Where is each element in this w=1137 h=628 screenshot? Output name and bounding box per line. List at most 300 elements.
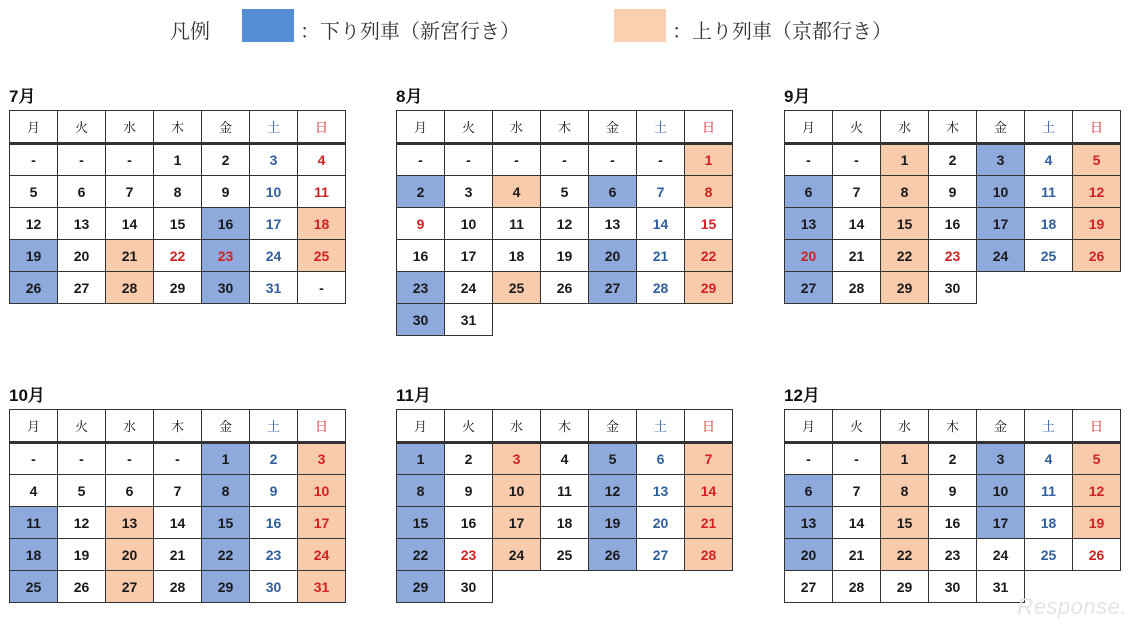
day-cell: 21 [833, 240, 881, 272]
empty-cell [589, 304, 637, 336]
weekday-header: 木 [541, 410, 589, 443]
empty-cell [977, 272, 1025, 304]
day-cell: 30 [929, 272, 977, 304]
day-cell: 5 [1073, 144, 1121, 176]
day-cell: 28 [833, 571, 881, 603]
day-cell: 29 [881, 571, 929, 603]
day-cell: 10 [298, 475, 346, 507]
day-cell: 13 [58, 208, 106, 240]
day-cell: 31 [977, 571, 1025, 603]
day-cell: 17 [298, 507, 346, 539]
day-cell: 6 [637, 443, 685, 475]
day-cell: 4 [493, 176, 541, 208]
empty-cell [1073, 272, 1121, 304]
day-cell: 10 [250, 176, 298, 208]
day-cell: 24 [977, 539, 1025, 571]
weekday-header: 金 [202, 111, 250, 144]
day-cell: - [541, 144, 589, 176]
weekday-header: 水 [106, 410, 154, 443]
weekday-header: 日 [685, 410, 733, 443]
day-cell: 27 [589, 272, 637, 304]
day-cell: 3 [298, 443, 346, 475]
day-cell: 11 [493, 208, 541, 240]
week-row [10, 507, 346, 539]
day-cell: 15 [154, 208, 202, 240]
legend-down-label: ：下り列車（新宮行き） [300, 21, 520, 43]
day-cell: 23 [929, 240, 977, 272]
weekday-header: 金 [589, 410, 637, 443]
day-cell: 27 [785, 571, 833, 603]
day-cell: 10 [977, 475, 1025, 507]
weekday-header: 土 [250, 410, 298, 443]
day-cell: 6 [106, 475, 154, 507]
day-cell: 17 [493, 507, 541, 539]
day-cell: 4 [1025, 144, 1073, 176]
day-cell: 25 [298, 240, 346, 272]
day-cell: 7 [833, 475, 881, 507]
day-cell: 14 [154, 507, 202, 539]
weekday-header: 水 [493, 111, 541, 144]
month-title: 11月 [396, 386, 431, 405]
day-cell: 16 [445, 507, 493, 539]
day-cell: 3 [493, 443, 541, 475]
day-cell: 18 [1025, 507, 1073, 539]
week-row [397, 539, 733, 571]
day-cell: 28 [154, 571, 202, 603]
day-cell: 15 [202, 507, 250, 539]
day-cell: 17 [445, 240, 493, 272]
day-cell: 20 [785, 240, 833, 272]
day-cell: 1 [202, 443, 250, 475]
day-cell: 22 [881, 539, 929, 571]
day-cell: 26 [1073, 539, 1121, 571]
week-row [785, 144, 1121, 176]
weekday-header: 火 [833, 111, 881, 144]
day-cell: 30 [250, 571, 298, 603]
week-row [10, 571, 346, 603]
day-cell: 18 [298, 208, 346, 240]
month-calendar-dec [784, 385, 1121, 603]
day-cell: 20 [106, 539, 154, 571]
day-cell: 4 [298, 144, 346, 176]
weekday-header: 日 [1073, 410, 1121, 443]
week-row [397, 272, 733, 304]
day-cell: 26 [10, 272, 58, 304]
day-cell: 16 [202, 208, 250, 240]
day-cell: 25 [493, 272, 541, 304]
calendar-table [9, 409, 346, 603]
day-cell: 20 [637, 507, 685, 539]
week-row [785, 272, 1121, 304]
day-cell: - [106, 144, 154, 176]
empty-cell [493, 304, 541, 336]
legend [0, 8, 1137, 44]
day-cell: 15 [397, 507, 445, 539]
day-cell: 29 [154, 272, 202, 304]
week-row [397, 475, 733, 507]
day-cell: - [10, 144, 58, 176]
day-cell: 29 [202, 571, 250, 603]
day-cell: 9 [397, 208, 445, 240]
day-cell: 6 [785, 176, 833, 208]
day-cell: 18 [1025, 208, 1073, 240]
weekday-header: 日 [685, 111, 733, 144]
week-row [785, 475, 1121, 507]
week-row [397, 443, 733, 475]
day-cell: 21 [685, 507, 733, 539]
week-row [785, 443, 1121, 475]
day-cell: 31 [250, 272, 298, 304]
day-cell: 29 [881, 272, 929, 304]
empty-cell [1025, 272, 1073, 304]
day-cell: 21 [106, 240, 154, 272]
week-row [785, 507, 1121, 539]
day-cell: 8 [881, 475, 929, 507]
day-cell: - [397, 144, 445, 176]
week-row [397, 571, 733, 603]
weekday-header: 金 [202, 410, 250, 443]
day-cell: 30 [929, 571, 977, 603]
day-cell: 27 [785, 272, 833, 304]
day-cell: 31 [445, 304, 493, 336]
empty-cell [637, 571, 685, 603]
day-cell: 9 [202, 176, 250, 208]
day-cell: 21 [833, 539, 881, 571]
day-cell: 29 [397, 571, 445, 603]
empty-cell [541, 304, 589, 336]
day-cell: 9 [445, 475, 493, 507]
empty-cell [493, 571, 541, 603]
weekday-header: 土 [637, 410, 685, 443]
day-cell: 6 [785, 475, 833, 507]
weekday-header: 月 [785, 111, 833, 144]
empty-cell [589, 571, 637, 603]
day-cell: 8 [202, 475, 250, 507]
day-cell: 1 [881, 144, 929, 176]
day-cell: 27 [637, 539, 685, 571]
weekday-header: 水 [881, 111, 929, 144]
day-cell: - [833, 144, 881, 176]
day-cell: 14 [637, 208, 685, 240]
weekday-header: 土 [637, 111, 685, 144]
day-cell: 29 [685, 272, 733, 304]
weekday-header: 火 [58, 410, 106, 443]
day-cell: 2 [250, 443, 298, 475]
weekday-header: 木 [541, 111, 589, 144]
day-cell: 20 [785, 539, 833, 571]
day-cell: - [833, 443, 881, 475]
week-row [10, 539, 346, 571]
day-cell: 30 [397, 304, 445, 336]
day-cell: 15 [881, 208, 929, 240]
day-cell: - [445, 144, 493, 176]
day-cell: 2 [929, 144, 977, 176]
weekday-header: 水 [881, 410, 929, 443]
day-cell: 23 [445, 539, 493, 571]
day-cell: 21 [637, 240, 685, 272]
day-cell: 27 [58, 272, 106, 304]
day-cell: 1 [685, 144, 733, 176]
month-calendar-nov [396, 385, 733, 603]
day-cell: 13 [106, 507, 154, 539]
day-cell: 13 [785, 208, 833, 240]
day-cell: 30 [445, 571, 493, 603]
day-cell: 17 [977, 208, 1025, 240]
day-cell: 11 [1025, 475, 1073, 507]
day-cell: 22 [881, 240, 929, 272]
week-row [785, 208, 1121, 240]
day-cell: 16 [929, 208, 977, 240]
weekday-header: 月 [785, 410, 833, 443]
day-cell: 4 [10, 475, 58, 507]
day-cell: 10 [445, 208, 493, 240]
day-cell: 18 [541, 507, 589, 539]
week-row [785, 240, 1121, 272]
day-cell: 13 [589, 208, 637, 240]
day-cell: 7 [637, 176, 685, 208]
day-cell: 16 [397, 240, 445, 272]
weekday-header: 火 [445, 111, 493, 144]
day-cell: 22 [397, 539, 445, 571]
day-cell: - [589, 144, 637, 176]
day-cell: 23 [202, 240, 250, 272]
day-cell: 24 [250, 240, 298, 272]
day-cell: 12 [589, 475, 637, 507]
week-row [397, 240, 733, 272]
day-cell: - [298, 272, 346, 304]
day-cell: 28 [637, 272, 685, 304]
day-cell: 8 [881, 176, 929, 208]
empty-cell [685, 304, 733, 336]
day-cell: 2 [445, 443, 493, 475]
day-cell: 1 [397, 443, 445, 475]
day-cell: 19 [58, 539, 106, 571]
day-cell: 5 [10, 176, 58, 208]
day-cell: 11 [541, 475, 589, 507]
day-cell: 21 [154, 539, 202, 571]
week-row [397, 507, 733, 539]
day-cell: 25 [1025, 539, 1073, 571]
day-cell: 26 [58, 571, 106, 603]
day-cell: 3 [445, 176, 493, 208]
calendar-table [396, 110, 733, 336]
day-cell: 18 [10, 539, 58, 571]
day-cell: 6 [589, 176, 637, 208]
day-cell: 1 [154, 144, 202, 176]
weekday-header: 日 [1073, 111, 1121, 144]
day-cell: 25 [1025, 240, 1073, 272]
empty-cell [541, 571, 589, 603]
month-title: 10月 [9, 386, 45, 405]
week-row [785, 539, 1121, 571]
day-cell: 17 [250, 208, 298, 240]
day-cell: 24 [977, 240, 1025, 272]
week-row [10, 272, 346, 304]
day-cell: 17 [977, 507, 1025, 539]
day-cell: 18 [493, 240, 541, 272]
day-cell: - [154, 443, 202, 475]
week-row [397, 304, 733, 336]
day-cell: 14 [106, 208, 154, 240]
day-cell: 15 [881, 507, 929, 539]
month-title: 12月 [784, 386, 820, 405]
weekday-header: 水 [493, 410, 541, 443]
weekday-header: 月 [397, 410, 445, 443]
day-cell: 22 [685, 240, 733, 272]
day-cell: 28 [833, 272, 881, 304]
week-row [397, 176, 733, 208]
weekday-header: 土 [1025, 111, 1073, 144]
day-cell: 12 [1073, 475, 1121, 507]
weekday-header: 木 [154, 410, 202, 443]
day-cell: 24 [298, 539, 346, 571]
weekday-header: 木 [929, 410, 977, 443]
day-cell: 24 [493, 539, 541, 571]
weekday-header: 金 [589, 111, 637, 144]
watermark-logo: Response. [1017, 594, 1127, 619]
day-cell: 12 [58, 507, 106, 539]
week-row [397, 208, 733, 240]
day-cell: 4 [1025, 443, 1073, 475]
day-cell: 11 [298, 176, 346, 208]
day-cell: 20 [58, 240, 106, 272]
week-row [10, 475, 346, 507]
day-cell: 14 [833, 507, 881, 539]
day-cell: 30 [202, 272, 250, 304]
day-cell: 5 [1073, 443, 1121, 475]
day-cell: 23 [250, 539, 298, 571]
day-cell: 8 [685, 176, 733, 208]
day-cell: 6 [58, 176, 106, 208]
day-cell: 20 [589, 240, 637, 272]
day-cell: - [785, 443, 833, 475]
day-cell: 14 [833, 208, 881, 240]
day-cell: 19 [10, 240, 58, 272]
month-calendar-aug [396, 86, 733, 336]
legend-down-swatch [242, 9, 294, 42]
day-cell: 19 [589, 507, 637, 539]
day-cell: 16 [929, 507, 977, 539]
day-cell: - [785, 144, 833, 176]
weekday-header: 金 [977, 410, 1025, 443]
day-cell: 3 [250, 144, 298, 176]
day-cell: 19 [1073, 208, 1121, 240]
day-cell: 8 [154, 176, 202, 208]
week-row [397, 144, 733, 176]
month-title: 7月 [9, 87, 36, 106]
weekday-header: 月 [10, 111, 58, 144]
day-cell: 10 [977, 176, 1025, 208]
day-cell: 10 [493, 475, 541, 507]
day-cell: - [58, 144, 106, 176]
week-row [10, 176, 346, 208]
weekday-header: 水 [106, 111, 154, 144]
day-cell: 25 [10, 571, 58, 603]
day-cell: 7 [833, 176, 881, 208]
day-cell: 7 [154, 475, 202, 507]
week-row [10, 240, 346, 272]
week-row [10, 208, 346, 240]
day-cell: 7 [106, 176, 154, 208]
calendar-table [784, 409, 1121, 603]
calendar-table [396, 409, 733, 603]
day-cell: 22 [154, 240, 202, 272]
day-cell: - [637, 144, 685, 176]
day-cell: 2 [929, 443, 977, 475]
weekday-header: 火 [833, 410, 881, 443]
day-cell: 14 [685, 475, 733, 507]
day-cell: 11 [1025, 176, 1073, 208]
day-cell: 13 [785, 507, 833, 539]
legend-title: 凡例 [170, 21, 210, 43]
day-cell: 27 [106, 571, 154, 603]
day-cell: - [10, 443, 58, 475]
calendar-table [9, 110, 346, 304]
month-title: 9月 [784, 87, 811, 106]
weekday-header: 土 [250, 111, 298, 144]
day-cell: - [493, 144, 541, 176]
day-cell: 5 [541, 176, 589, 208]
day-cell: 7 [685, 443, 733, 475]
weekday-header: 木 [154, 111, 202, 144]
weekday-header: 火 [58, 111, 106, 144]
week-row [785, 176, 1121, 208]
weekday-header: 日 [298, 111, 346, 144]
day-cell: 9 [250, 475, 298, 507]
legend-up-label: ：上り列車（京都行き） [672, 21, 892, 43]
month-calendar-sep [784, 86, 1121, 304]
day-cell: 2 [397, 176, 445, 208]
day-cell: 26 [1073, 240, 1121, 272]
day-cell: 5 [58, 475, 106, 507]
day-cell: 11 [10, 507, 58, 539]
day-cell: 15 [685, 208, 733, 240]
weekday-header: 日 [298, 410, 346, 443]
weekday-header: 火 [445, 410, 493, 443]
day-cell: 13 [637, 475, 685, 507]
day-cell: 26 [589, 539, 637, 571]
day-cell: 25 [541, 539, 589, 571]
week-row [10, 144, 346, 176]
month-calendar-oct [9, 385, 346, 603]
month-title: 8月 [396, 87, 423, 106]
day-cell: 1 [881, 443, 929, 475]
day-cell: 28 [685, 539, 733, 571]
day-cell: 31 [298, 571, 346, 603]
day-cell: 22 [202, 539, 250, 571]
empty-cell [685, 571, 733, 603]
weekday-header: 月 [397, 111, 445, 144]
day-cell: 19 [1073, 507, 1121, 539]
day-cell: 24 [445, 272, 493, 304]
weekday-header: 月 [10, 410, 58, 443]
weekday-header: 木 [929, 111, 977, 144]
weekday-header: 土 [1025, 410, 1073, 443]
weekday-header: 金 [977, 111, 1025, 144]
day-cell: 23 [397, 272, 445, 304]
day-cell: 9 [929, 475, 977, 507]
day-cell: - [58, 443, 106, 475]
day-cell: 12 [1073, 176, 1121, 208]
month-calendar-jul [9, 86, 346, 304]
day-cell: 28 [106, 272, 154, 304]
day-cell: 3 [977, 443, 1025, 475]
day-cell: 8 [397, 475, 445, 507]
day-cell: 19 [541, 240, 589, 272]
legend-up-swatch [614, 9, 666, 42]
day-cell: - [106, 443, 154, 475]
day-cell: 2 [202, 144, 250, 176]
